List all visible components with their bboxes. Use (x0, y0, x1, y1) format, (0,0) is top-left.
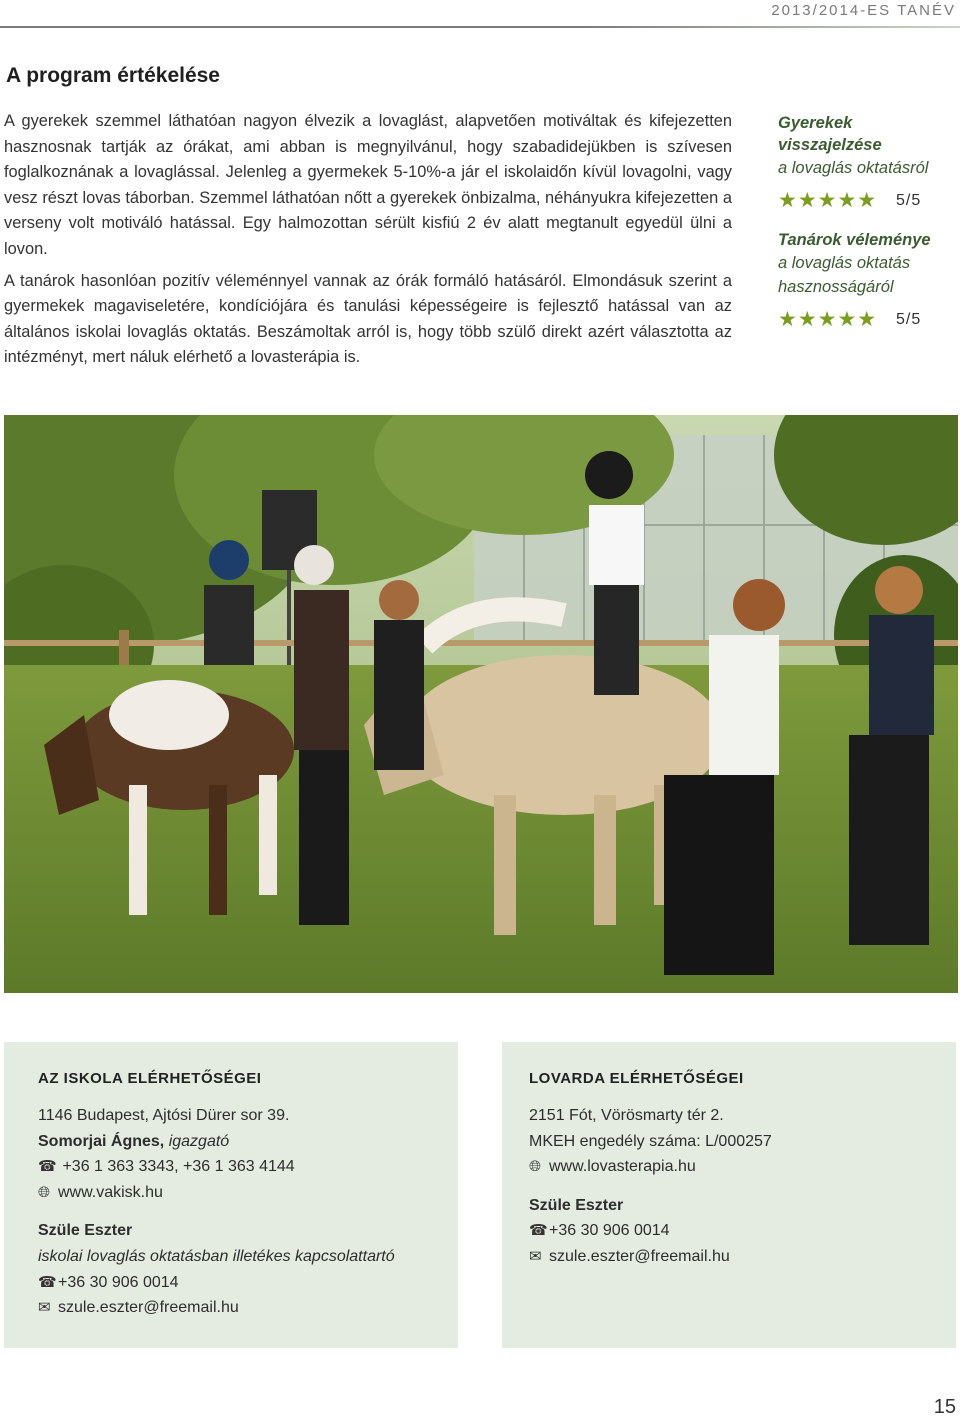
address: 1146 Budapest, Ajtósi Dürer sor 39. (38, 1107, 290, 1124)
phone-icon: ☎ (529, 1222, 548, 1240)
spacer (529, 1180, 922, 1193)
phone-number: +36 1 363 3343, +36 1 363 4144 (62, 1158, 295, 1176)
envelope-icon: ✉ (38, 1299, 51, 1317)
rating-subtitle: hasznosságáról (778, 278, 894, 296)
stable-contact-box (502, 1042, 956, 1348)
body-text (4, 109, 732, 377)
email-line (529, 1244, 922, 1270)
section-title: A program értékelése (6, 64, 220, 87)
license-number: MKEH engedély száma: L/000257 (529, 1132, 772, 1150)
rating-block (778, 229, 960, 332)
email-link[interactable]: szule.eszter@freemail.hu (58, 1299, 239, 1317)
spacer (38, 1205, 424, 1218)
rating-title: Gyerekek visszajelzése (778, 114, 882, 154)
horse-riding-photo (4, 415, 958, 993)
rating-title: Tanárok véleménye (778, 231, 931, 249)
running-header: 2013/2014-ES TANÉV (771, 2, 956, 19)
website-link[interactable]: www.vakisk.hu (58, 1183, 163, 1201)
rating-subtitle: a lovaglás oktatás (778, 254, 911, 272)
contact-heading: AZ ISKOLA ELÉRHETŐSÉGEI (38, 1070, 262, 1087)
school-contact-box (4, 1042, 458, 1348)
phone-icon: ☎ (38, 1158, 57, 1176)
photo-illustration (4, 415, 958, 993)
website-link[interactable]: www.lovasterapia.hu (549, 1158, 696, 1176)
rating-row (778, 188, 960, 213)
rating-row (778, 307, 960, 332)
rating-score: 5/5 (896, 191, 922, 209)
globe-icon: 🌐︎ (38, 1183, 51, 1201)
page-number: 15 (933, 1396, 956, 1418)
rating-score: 5/5 (896, 310, 922, 328)
phone-line (38, 1154, 424, 1180)
header-rule (0, 26, 960, 28)
contact-role: iskolai lovaglás oktatásban illetékes kapcsolattartó (38, 1247, 395, 1265)
email-link[interactable]: szule.eszter@freemail.hu (549, 1247, 730, 1265)
person-name: Somorjai Ágnes, (38, 1132, 165, 1150)
phone-icon: ☎ (38, 1273, 57, 1291)
contact-person (38, 1129, 424, 1155)
ratings-sidebar (778, 112, 960, 348)
contact-heading: LOVARDA ELÉRHETŐSÉGEI (529, 1070, 744, 1087)
person-role: igazgató (168, 1132, 230, 1150)
address: 2151 Fót, Vörösmarty tér 2. (529, 1107, 724, 1124)
phone-line (38, 1270, 424, 1296)
phone-number: +36 30 906 0014 (549, 1222, 670, 1240)
contact-name: Szüle Eszter (529, 1196, 624, 1214)
star-rating-icon: ★★★★★ (778, 308, 878, 331)
phone-line (529, 1218, 922, 1244)
email-line (38, 1295, 424, 1321)
envelope-icon: ✉ (529, 1247, 542, 1265)
globe-icon: 🌐︎ (529, 1158, 542, 1176)
star-rating-icon: ★★★★★ (778, 189, 878, 212)
contact-name: Szüle Eszter (38, 1222, 133, 1240)
rating-subtitle: a lovaglás oktatásról (778, 159, 929, 177)
rating-block (778, 112, 960, 213)
paragraph: A tanárok hasonlóan pozitív véleménnyel vannak az órák formáló hatásáról. Elmondásuk szerint a gyermekek magaviseletére, kondíciójára és tanulási képességeire is fejlesztő hatással van az általános iskolai lovaglás oktatás. Beszámoltak arról is, hogy több szülő direkt azért választotta az intézményt, mert náluk elérhető a lovasterápia is. (4, 271, 732, 367)
web-line (38, 1180, 424, 1206)
paragraph: A gyerekek szemmel láthatóan nagyon élvezik a lovaglást, alapvetően motiváltak és kifejezetten hasznosnak tartják az órákat, ami abban is megnyilvánul, hogy szabadidejükben is szívesen foglalkoznának a lovaglással. Jelenleg a gyermekek 5-10%-a jár el iskolaidőn kívül lovagolni, vagy vesz részt lovas táborban. Szemmel láthatóan nőtt a gyerekek önbizalma, néhányukra kifejezetten a verseny volt motiváló hatással. Egy halmozottan sérült kisfiú 2 év alatt megtanult egyedül ülni a lovon. (4, 112, 732, 258)
web-line (529, 1154, 922, 1180)
phone-number: +36 30 906 0014 (58, 1273, 179, 1291)
